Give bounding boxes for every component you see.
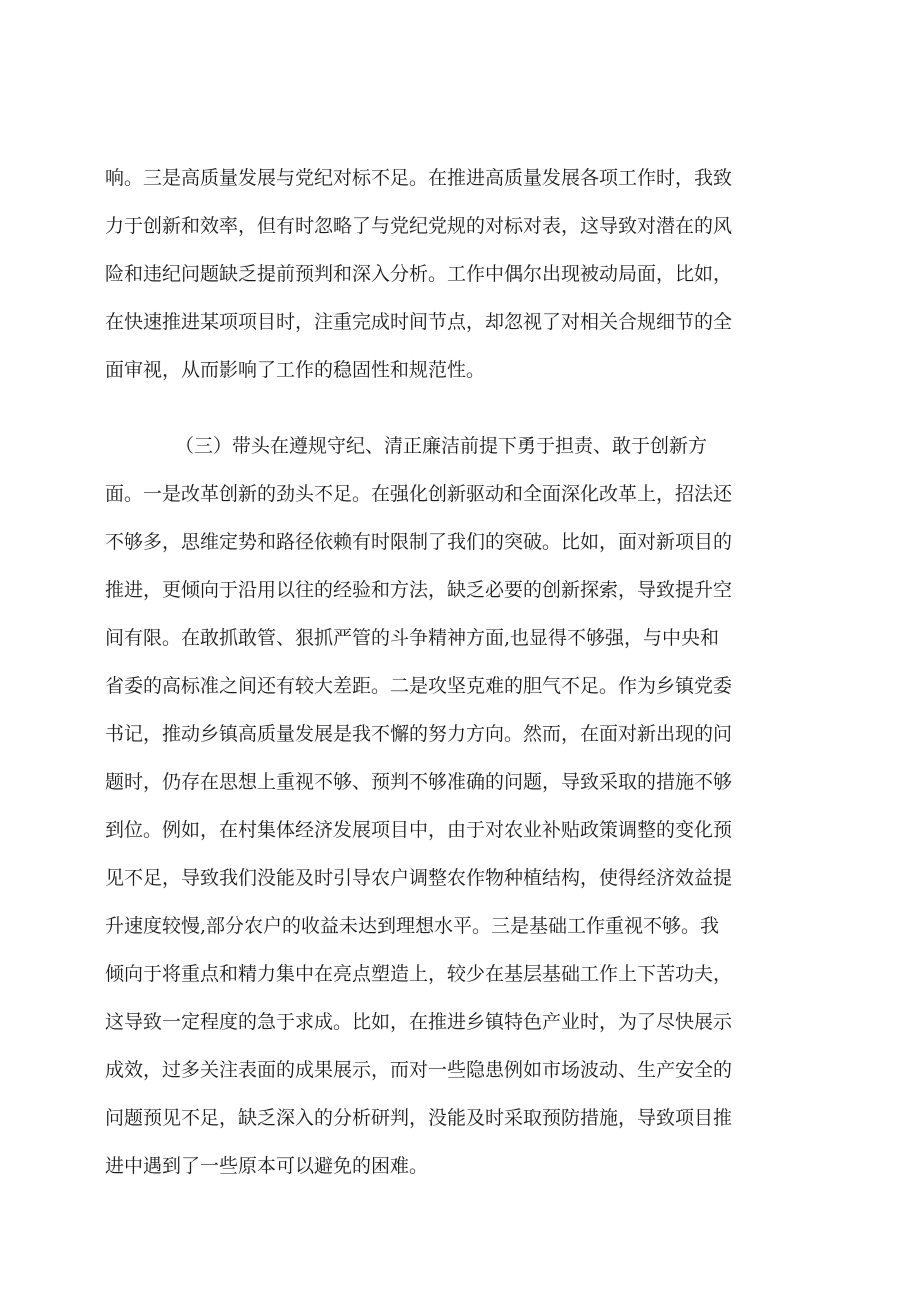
line-text: 见不足，导致我们没能及时引导农户调整农作物种植结构，使得经济效益提: [105, 867, 733, 889]
line-text: 险和违纪问题缺乏提前预判和深入分析。工作中偶尔出现被动局面，比如，: [105, 263, 733, 285]
line-text: 书记，推动乡镇高质量发展是我不懈的努力方向。然而，在面对新出现的问: [105, 723, 733, 745]
line-text: 题时，仍存在思想上重视不够、预判不够准确的问题，导致采取的措施不够: [105, 771, 733, 793]
line-text: 面审视，从而影响了工作的稳固性和规范性。: [105, 359, 486, 381]
line-text: 进中遇到了一些原本可以避免的困难。: [105, 1155, 429, 1177]
line-text: 到位。例如，在村集体经济发展项目中，由于对农业补贴政策调整的变化预: [105, 819, 733, 841]
line-text: 这导致一定程度的急于求成。比如，在推进乡镇特色产业时，为了尽快展示: [105, 1011, 733, 1033]
line-text: 升速度较慢,部分农户的收益未达到理想水平。三是基础工作重视不够。我: [105, 915, 720, 937]
line-text: 不够多，思维定势和路径依赖有时限制了我们的突破。比如，面对新项目的: [105, 531, 733, 553]
line-text: 成效，过多关注表面的成果展示，而对一些隐患例如市场波动、生产安全的: [105, 1059, 733, 1081]
line-text: 在快速推进某项项目时，注重完成时间节点，却忽视了对相关合规细节的全: [105, 311, 733, 333]
line-text: 间有限。在敢抓敢管、狠抓严管的斗争精神方面,也显得不够强，与中央和: [105, 627, 720, 649]
line-text: （三）带头在遵规守纪、清正廉洁前提下勇于担责、敢于创新方: [175, 435, 708, 457]
line-text: 面。一是改革创新的劲头不足。在强化创新驱动和全面深化改革上，招法还: [105, 483, 733, 505]
line-text: 力于创新和效率，但有时忽略了与党纪党规的对标对表，这导致对潜在的风: [105, 215, 733, 237]
line-text: 省委的高标准之间还有较大差距。二是攻坚克难的胆气不足。作为乡镇党委: [105, 675, 733, 697]
line-text: 问题预见不足，缺乏深入的分析研判，没能及时采取预防措施，导致项目推: [105, 1107, 733, 1129]
line-text: 响。三是高质量发展与党纪对标不足。在推进高质量发展各项工作时，我致: [105, 167, 733, 189]
line-text: 倾向于将重点和精力集中在亮点塑造上，较少在基层基础工作上下苦功夫，: [105, 963, 733, 985]
line-text: 推进，更倾向于沿用以往的经验和方法，缺乏必要的创新探索，导致提升空: [105, 579, 733, 601]
